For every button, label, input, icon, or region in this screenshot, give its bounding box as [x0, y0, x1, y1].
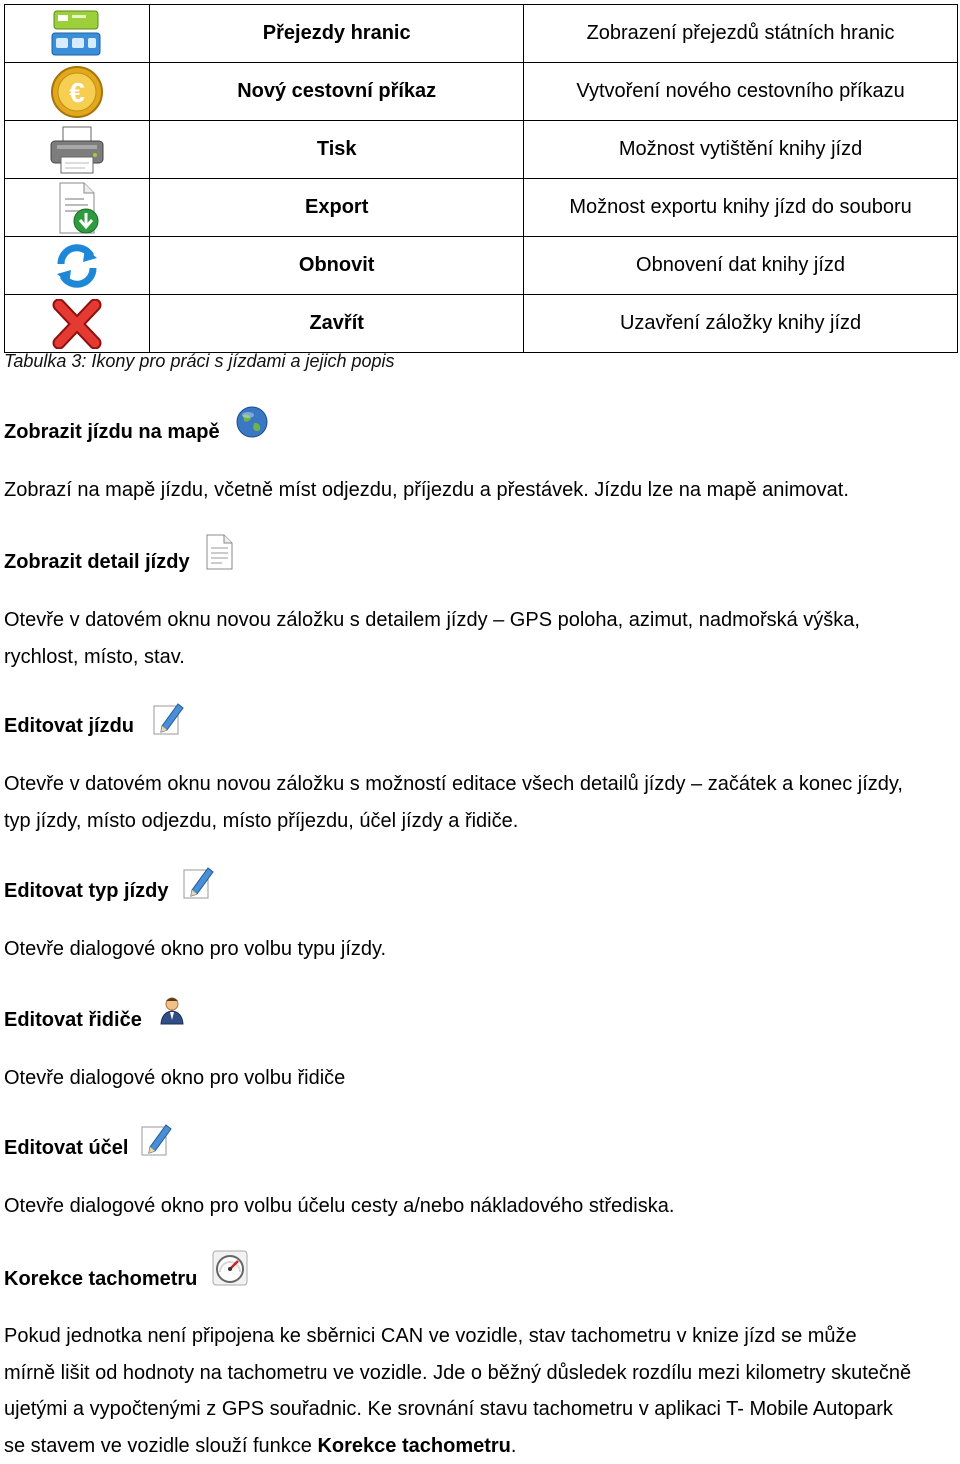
text-line: Otevře dialogové okno pro volbu účelu cesty a/nebo nákladového střediska. — [4, 1188, 958, 1225]
edit-pencil-icon[interactable] — [182, 864, 214, 900]
section-title: Editovat řidiče — [4, 1009, 142, 1032]
section-text — [4, 602, 958, 675]
table-row — [5, 237, 958, 295]
row-description: Vytvoření nového cestovního příkazu — [524, 63, 958, 121]
section-text — [4, 1188, 958, 1225]
text-line: ujetými a vypočtenými z GPS souřadnic. Ke srovnání stavu tachometru v aplikaci T- Mobile Autopark — [4, 1391, 958, 1428]
row-description: Zobrazení přejezdů státních hranic — [524, 5, 958, 63]
section-title: Editovat jízdu — [4, 715, 134, 738]
refresh-icon — [51, 240, 103, 292]
section-title: Editovat typ jízdy — [4, 880, 168, 903]
svg-text:€: € — [69, 77, 85, 108]
text-line: Pokud jednotka není připojena ke sběrnici CAN ve vozidle, stav tachometru v knize jízd se může — [4, 1318, 958, 1355]
table-row — [5, 295, 958, 353]
table-row — [5, 179, 958, 237]
row-description: Uzavření záložky knihy jízd — [524, 295, 958, 353]
icon-cell — [5, 179, 150, 237]
table-row — [5, 63, 958, 121]
row-name: Export — [150, 179, 524, 237]
text-line: mírně lišit od hodnoty na tachometru ve vozidle. Jde o běžný důsledek rozdílu mezi kilometry skutečně — [4, 1355, 958, 1392]
euro-coin-icon — [49, 65, 105, 119]
section-title: Editovat účel — [4, 1137, 128, 1160]
driver-person-icon[interactable] — [159, 996, 185, 1026]
row-description: Možnost vytištění knihy jízd — [524, 121, 958, 179]
section-text — [4, 1318, 958, 1464]
table-row — [5, 5, 958, 63]
text-line: typ jízdy, místo odjezdu, místo příjezdu, účel jízdy a řidiče. — [4, 803, 958, 840]
row-name: Přejezdy hranic — [150, 5, 524, 63]
row-name: Obnovit — [150, 237, 524, 295]
globe-icon[interactable] — [235, 405, 269, 439]
section-text — [4, 472, 958, 509]
section-title: Zobrazit detail jízdy — [4, 551, 190, 574]
text-line: Otevře dialogové okno pro volbu řidiče — [4, 1060, 958, 1097]
row-name: Zavřít — [150, 295, 524, 353]
row-name: Nový cestovní příkaz — [150, 63, 524, 121]
section-title: Zobrazit jízdu na mapě — [4, 421, 220, 444]
icons-table — [4, 4, 958, 353]
table-row — [5, 121, 958, 179]
text-line: Zobrazí na mapě jízdu, včetně míst odjezdu, příjezdu a přestávek. Jízdu lze na mapě animovat. — [4, 472, 958, 509]
edit-pencil-icon[interactable] — [140, 1121, 172, 1157]
text-fragment: se stavem ve vozidle slouží funkce — [4, 1435, 317, 1457]
export-document-icon — [52, 181, 102, 235]
icon-cell — [5, 295, 150, 353]
section-text — [4, 1060, 958, 1097]
icon-cell — [5, 237, 150, 295]
icon-cell — [5, 121, 150, 179]
text-line: rychlost, místo, stav. — [4, 639, 958, 676]
text-line: Otevře v datovém oknu novou záložku s možností editace všech detailů jízdy – začátek a konec jízdy, — [4, 766, 958, 803]
speedometer-icon[interactable] — [212, 1250, 248, 1286]
row-description: Možnost exportu knihy jízd do souboru — [524, 179, 958, 237]
edit-pencil-icon[interactable] — [152, 700, 184, 736]
row-description: Obnovení dat knihy jízd — [524, 237, 958, 295]
text-line: Otevře dialogové okno pro volbu typu jízdy. — [4, 931, 958, 968]
detail-document-icon[interactable] — [204, 534, 234, 570]
row-name: Tisk — [150, 121, 524, 179]
table-caption: Tabulka 3: Ikony pro práci s jízdami a jejich popis — [4, 351, 395, 372]
border-crossing-icon — [48, 7, 106, 61]
printer-icon — [47, 123, 107, 177]
section-title: Korekce tachometru — [4, 1268, 197, 1291]
text-fragment: . — [511, 1435, 517, 1457]
section-text — [4, 931, 958, 968]
icon-cell — [5, 63, 150, 121]
close-x-icon — [51, 299, 103, 349]
section-text — [4, 766, 958, 839]
icon-cell — [5, 5, 150, 63]
text-line: Otevře v datovém oknu novou záložku s detailem jízdy – GPS poloha, azimut, nadmořská výška, — [4, 602, 958, 639]
text-line — [4, 1428, 958, 1464]
bold-function-name: Korekce tachometru — [317, 1435, 510, 1457]
